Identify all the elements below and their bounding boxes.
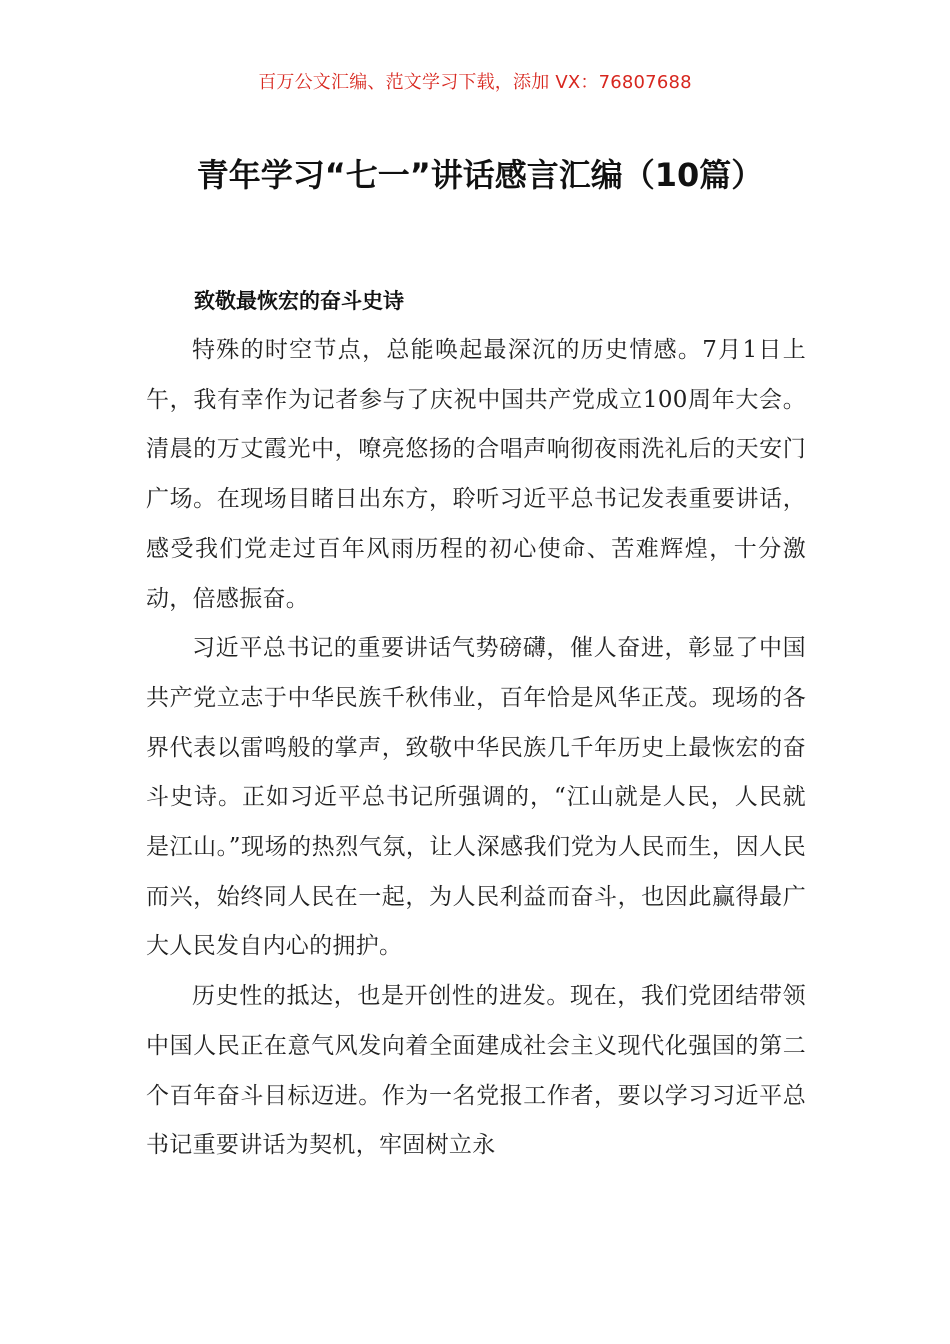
section-heading: 致敬最恢宏的奋斗史诗 <box>194 289 404 313</box>
document-title: 青年学习“七一”讲话感言汇编（10篇） <box>196 156 764 194</box>
body-paragraph-1: 特殊的时空节点，总能唤起最深沉的历史情感。7月1日上午，我有幸作为记者参与了庆祝中国共产党成立100周年大会。清晨的万丈霞光中，嘹亮悠扬的合唱声响彻夜雨洗礼后的天安门广场。在现场目睹日出东方，聆听习近平总书记发表重要讲话，感受我们党走过百年风雨历程的初心使命、苦难辉煌，十分激动，倍感振奋。 <box>146 337 806 612</box>
body-paragraph-2: 习近平总书记的重要讲话气势磅礴，催人奋进，彰显了中国共产党立志于中华民族千秋伟业，百年恰是风华正茂。现场的各界代表以雷鸣般的掌声，致敬中华民族几千年历史上最恢宏的奋斗史诗。正如习近平总书记所强调的，“江山就是人民，人民就是江山。”现场的热烈气氛，让人深感我们党为人民而生，因人民而兴，始终同人民在一起，为人民利益而奋斗，也因此赢得最广大人民发自内心的拥护。 <box>146 635 806 960</box>
header-promo-note: 百万公文汇编、范文学习下载，添加 VX：76807688 <box>258 72 692 93</box>
body-paragraph-3: 历史性的抵达，也是开创性的进发。现在，我们党团结带领中国人民正在意气风发向着全面建成社会主义现代化强国的第二个百年奋斗目标迈进。作为一名党报工作者，要以学习习近平总书记重要讲话为契机，牢固树立永 <box>146 983 806 1159</box>
document-body <box>146 282 806 1171</box>
